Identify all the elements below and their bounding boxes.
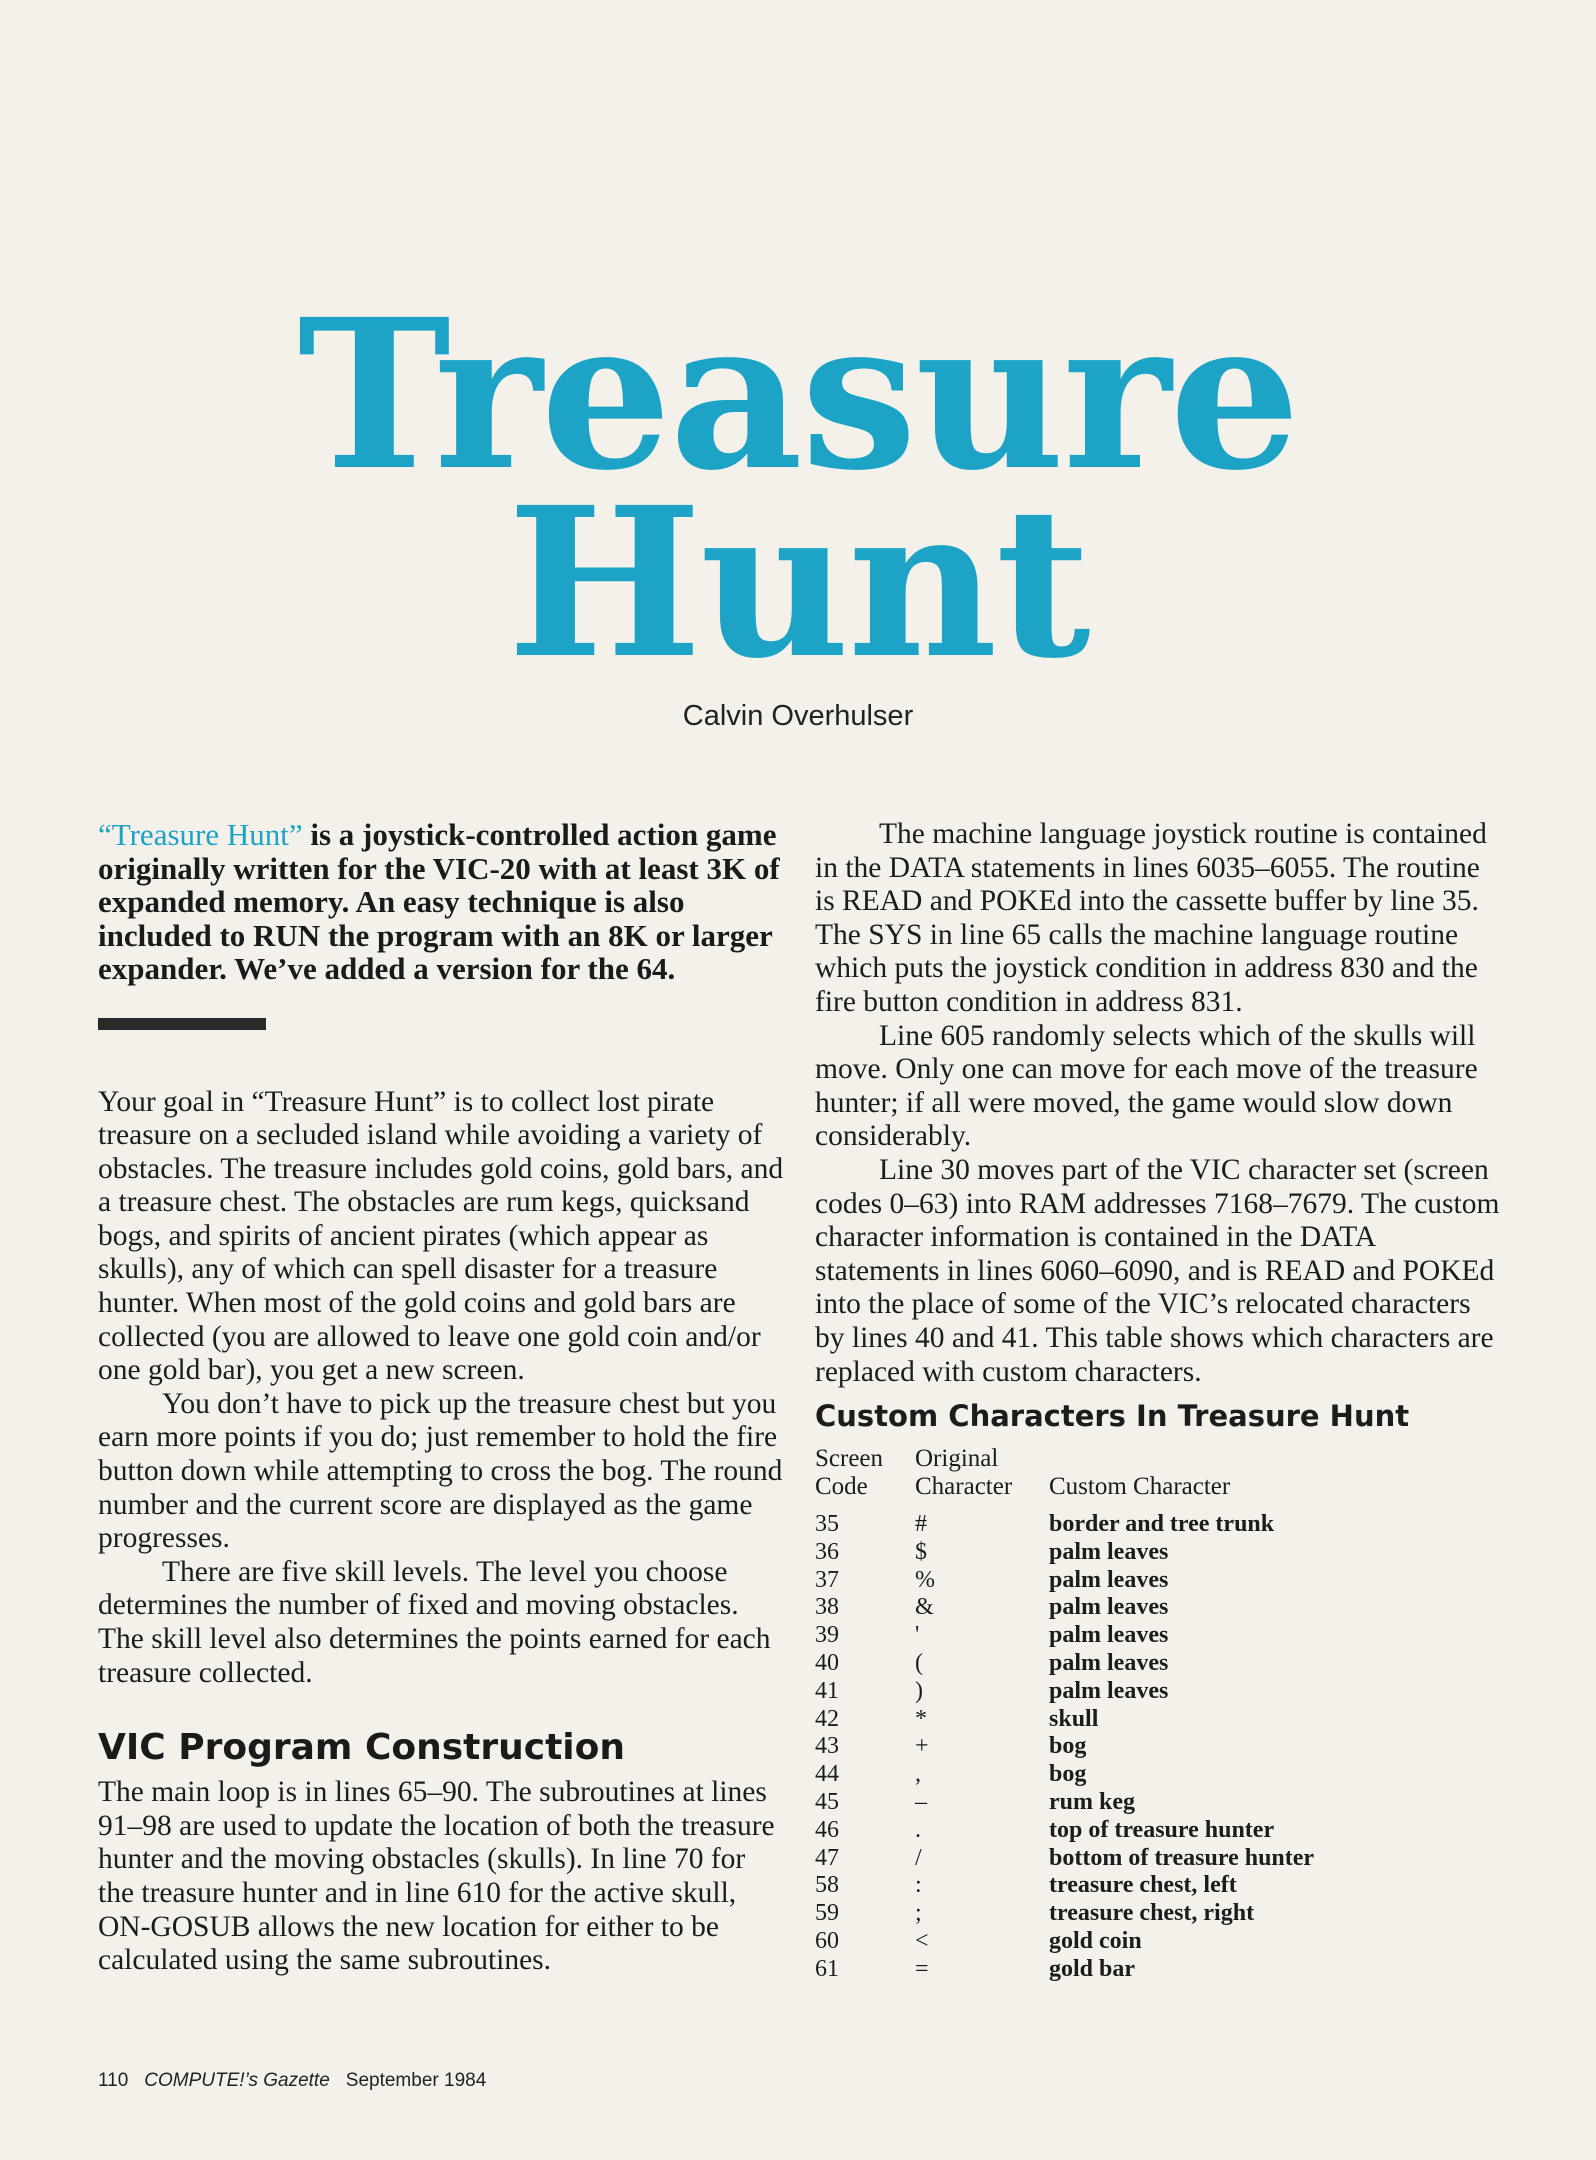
cell-screen-code: 46 [815,1816,839,1843]
cell-original-character: ' [915,1622,920,1649]
cell-custom-character: palm leaves [1049,1594,1169,1621]
cell-custom-character: treasure chest, left [1049,1872,1237,1899]
cell-custom-character: gold bar [1049,1955,1136,1982]
cell-custom-character: treasure chest, right [1049,1900,1255,1927]
cell-original-character: $ [915,1538,927,1565]
cell-custom-character: gold coin [1049,1928,1142,1955]
right-column [815,818,1505,1984]
cell-screen-code: 44 [815,1761,839,1788]
cell-custom-character: bog [1049,1761,1087,1788]
cell-original-character: = [915,1955,929,1982]
table-row [815,1622,1449,1650]
cell-custom-character: rum keg [1049,1789,1135,1816]
cell-original-character: * [915,1705,927,1732]
cell-screen-code: 42 [815,1705,839,1732]
cell-screen-code: 58 [815,1872,839,1899]
cell-custom-character: palm leaves [1049,1622,1169,1649]
cell-original-character: , [915,1761,921,1788]
table-row [815,1539,1449,1567]
table-row [815,1733,1449,1761]
body-paragraph: Line 30 moves part of the VIC character set (screen codes 0–63) into RAM addresses 7168–7679. The custom character information is contained in the DATA statements in lines 6060–6090, and is READ and POKEd into the place of some of the VIC’s relocated characters by lines 40 and 41. This table shows which characters are replaced with custom characters. [815,1153,1500,1388]
cell-original-character: & [915,1594,934,1621]
table-row [815,1511,1449,1539]
cell-original-character: + [915,1733,929,1760]
cell-screen-code: 43 [815,1733,839,1760]
cell-custom-character: palm leaves [1049,1538,1169,1565]
intro-paragraph [98,818,786,986]
table-row [815,1872,1449,1900]
cell-custom-character: border and tree trunk [1049,1511,1275,1538]
table-row [815,1928,1449,1956]
table-body [815,1511,1449,1984]
cell-custom-character: skull [1049,1705,1099,1732]
table-row [815,1761,1449,1789]
table-row [815,1956,1449,1984]
table-row [815,1567,1449,1595]
table-row [815,1594,1449,1622]
body-paragraph: There are five skill levels. The level you choose determines the number of fixed and moving obstacles. The skill level also determines the points earned for each treasure collected. [98,1555,771,1689]
body-paragraph: Line 605 randomly selects which of the skulls will move. Only one can move for each move of the treasure hunter; if all were moved, the game would slow down considerably. [815,1019,1478,1153]
table-row [815,1817,1449,1845]
cell-screen-code: 36 [815,1538,839,1565]
table-title: Custom Characters In Treasure Hunt [815,1399,1410,1434]
cell-screen-code: 38 [815,1594,839,1621]
byline: Calvin Overhulser [682,700,914,732]
cell-custom-character: palm leaves [1049,1677,1169,1704]
cell-custom-character: palm leaves [1049,1566,1169,1593]
table-row [815,1900,1449,1928]
issue-date: September 1984 [345,2070,487,2091]
table-header-row [815,1445,1449,1511]
header-original-character: Original Character [915,1445,1013,1501]
cell-screen-code: 39 [815,1622,839,1649]
header-screen-code: Screen Code [815,1445,884,1501]
page-number: 110 [98,2070,129,2091]
intro-lead: “Treasure Hunt” [98,817,303,852]
header-custom-character: Custom Character [1049,1473,1231,1501]
intro-text: is a joystick-controlled action game originally written for the VIC-20 with at least 3K of expanded memory. An easy technique is also included to RUN the program with an 8K or larger expander. We’ve added a version for the 64. [98,817,780,986]
table-row [815,1789,1449,1817]
cell-screen-code: 61 [815,1955,839,1982]
cell-original-character: < [915,1928,929,1955]
intro-divider [98,1018,266,1030]
cell-screen-code: 45 [815,1789,839,1816]
cell-screen-code: 37 [815,1566,839,1593]
cell-screen-code: 59 [815,1900,839,1927]
cell-screen-code: 41 [815,1677,839,1704]
table-row [815,1678,1449,1706]
cell-screen-code: 35 [815,1511,839,1538]
table-row [815,1650,1449,1678]
cell-original-character: ( [915,1650,923,1677]
magazine-name: COMPUTE!’s Gazette [144,2070,330,2091]
cell-original-character: # [915,1511,927,1538]
cell-original-character: – [915,1789,927,1816]
cell-original-character: ; [915,1900,922,1927]
custom-characters-table [815,1445,1449,1984]
table-row [815,1706,1449,1734]
cell-custom-character: bottom of treasure hunter [1049,1844,1315,1871]
cell-screen-code: 60 [815,1928,839,1955]
left-column [98,818,786,1978]
cell-screen-code: 40 [815,1650,839,1677]
cell-custom-character: palm leaves [1049,1650,1169,1677]
cell-original-character: . [915,1816,921,1843]
body-paragraph: You don’t have to pick up the treasure chest but you earn more points if you do; just remember to hold the fire button down while attempting to cross the bog. The round number and the current score are displayed as the game progresses. [98,1387,783,1555]
cell-original-character: : [915,1872,922,1899]
cell-original-character: % [915,1566,935,1593]
section-heading: VIC Program Construction [98,1727,625,1769]
title-line-1: Treasure [297,274,1299,516]
cell-screen-code: 47 [815,1844,839,1871]
cell-custom-character: bog [1049,1733,1087,1760]
body-paragraph: The machine language joystick routine is contained in the DATA statements in lines 6035–6055. The routine is READ and POKEd into the cassette buffer by line 35. The SYS in line 65 calls the machine language routine which puts the joystick condition in address 830 and the fire button condition in address 831. [815,818,1487,1018]
cell-custom-character: top of treasure hunter [1049,1816,1275,1843]
body-paragraph: Your goal in “Treasure Hunt” is to collect lost pirate treasure on a secluded island while avoiding a variety of obstacles. The treasure includes gold coins, gold bars, and a treasure chest. The obstacles are rum kegs, quicksand bogs, and spirits of ancient pirates (which appear as skulls), any of which can spell disaster for a treasure hunter. When most of the gold coins and gold bars are collected (you are allowed to leave one gold coin and/or one gold bar), you get a new screen. [98,1085,784,1387]
title-line-2: Hunt [507,462,1089,704]
cell-original-character: / [915,1844,922,1871]
body-paragraph: The main loop is in lines 65–90. The subroutines at lines 91–98 are used to update the location of both the treasure hunter and the moving obstacles (skulls). In line 70 for the treasure hunter and in line 610 for the active skull, ON-GOSUB allows the new location for either to be calculated using the same subroutines. [98,1776,775,1977]
table-row [815,1845,1449,1873]
cell-original-character: ) [915,1677,923,1704]
page-footer [98,2070,486,2092]
